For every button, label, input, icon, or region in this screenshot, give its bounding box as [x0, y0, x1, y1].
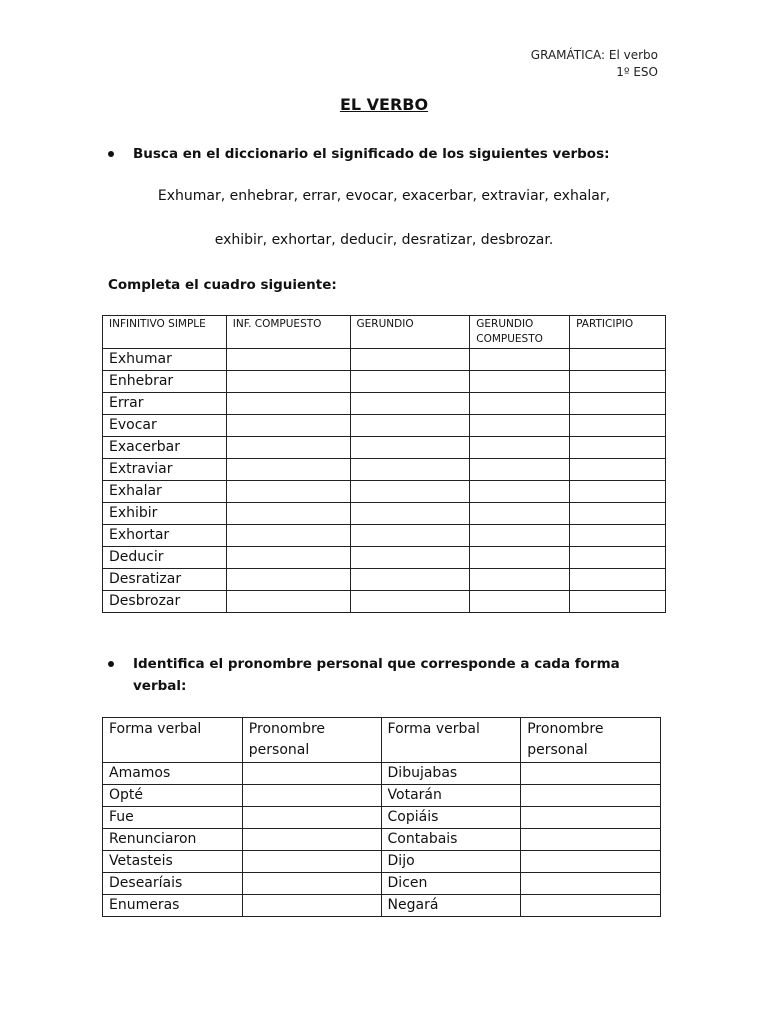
verb-form-cell: Opté	[103, 785, 243, 807]
bullet-icon	[108, 151, 114, 157]
table-row	[103, 785, 661, 807]
table-row	[103, 895, 661, 917]
answer-cell[interactable]	[570, 415, 666, 437]
verb-form-cell: Desearíais	[103, 873, 243, 895]
answer-cell[interactable]	[226, 393, 350, 415]
answer-cell[interactable]	[350, 591, 470, 613]
answer-cell[interactable]	[570, 371, 666, 393]
header-subject: GRAMÁTICA: El verbo	[530, 48, 658, 62]
verb-form-cell: Dibujabas	[381, 763, 521, 785]
table-row	[103, 459, 666, 481]
answer-cell[interactable]	[350, 349, 470, 371]
answer-cell[interactable]	[242, 829, 381, 851]
answer-cell[interactable]	[521, 829, 661, 851]
answer-cell[interactable]	[570, 525, 666, 547]
section3-instruction-line2: verbal:	[133, 678, 187, 694]
table-row	[103, 393, 666, 415]
answer-cell[interactable]	[470, 437, 570, 459]
table-header-row	[103, 316, 666, 349]
answer-cell[interactable]	[242, 873, 381, 895]
answer-cell[interactable]	[521, 895, 661, 917]
verb-form-cell: Contabais	[381, 829, 521, 851]
answer-cell[interactable]	[470, 415, 570, 437]
answer-cell[interactable]	[350, 437, 470, 459]
verbs-line-1: Exhumar, enhebrar, errar, evocar, exacerbar, extraviar, exhalar,	[157, 188, 611, 204]
answer-cell[interactable]	[226, 459, 350, 481]
answer-cell[interactable]	[350, 547, 470, 569]
verb-form-cell: Copiáis	[381, 807, 521, 829]
answer-cell[interactable]	[521, 807, 661, 829]
answer-cell[interactable]	[470, 459, 570, 481]
answer-cell[interactable]	[470, 393, 570, 415]
answer-cell[interactable]	[350, 371, 470, 393]
table-row	[103, 591, 666, 613]
verb-forms-table	[102, 315, 666, 613]
column-header: INFINITIVO SIMPLE	[103, 316, 227, 349]
answer-cell[interactable]	[242, 807, 381, 829]
answer-cell[interactable]	[521, 873, 661, 895]
table-row	[103, 569, 666, 591]
table-row	[103, 481, 666, 503]
answer-cell[interactable]	[226, 503, 350, 525]
answer-cell[interactable]	[470, 349, 570, 371]
verb-form-cell: Vetasteis	[103, 851, 243, 873]
column-header: Pronombre personal	[242, 718, 381, 763]
table-row	[103, 807, 661, 829]
answer-cell[interactable]	[226, 349, 350, 371]
bullet-icon	[108, 661, 114, 667]
verb-form-cell: Negará	[381, 895, 521, 917]
answer-cell[interactable]	[226, 437, 350, 459]
answer-cell[interactable]	[226, 371, 350, 393]
column-header: Forma verbal	[381, 718, 521, 763]
answer-cell[interactable]	[350, 393, 470, 415]
verb-cell: Exhumar	[103, 349, 227, 371]
answer-cell[interactable]	[226, 547, 350, 569]
verb-cell: Enhebrar	[103, 371, 227, 393]
verb-cell: Exhortar	[103, 525, 227, 547]
verb-cell: Desratizar	[103, 569, 227, 591]
answer-cell[interactable]	[470, 569, 570, 591]
answer-cell[interactable]	[470, 547, 570, 569]
answer-cell[interactable]	[226, 591, 350, 613]
answer-cell[interactable]	[242, 895, 381, 917]
answer-cell[interactable]	[570, 569, 666, 591]
verb-form-cell: Votarán	[381, 785, 521, 807]
answer-cell[interactable]	[350, 503, 470, 525]
answer-cell[interactable]	[242, 785, 381, 807]
column-header: INF. COMPUESTO	[226, 316, 350, 349]
pronoun-table	[102, 717, 661, 917]
answer-cell[interactable]	[350, 415, 470, 437]
table-row	[103, 873, 661, 895]
answer-cell[interactable]	[350, 459, 470, 481]
answer-cell[interactable]	[570, 349, 666, 371]
answer-cell[interactable]	[570, 591, 666, 613]
verb-cell: Desbrozar	[103, 591, 227, 613]
answer-cell[interactable]	[470, 591, 570, 613]
verb-cell: Extraviar	[103, 459, 227, 481]
verb-cell: Exhibir	[103, 503, 227, 525]
column-header: GERUNDIO COMPUESTO	[470, 316, 570, 349]
answer-cell[interactable]	[521, 785, 661, 807]
answer-cell[interactable]	[350, 569, 470, 591]
answer-cell[interactable]	[521, 763, 661, 785]
answer-cell[interactable]	[570, 481, 666, 503]
answer-cell[interactable]	[521, 851, 661, 873]
verb-cell: Exhalar	[103, 481, 227, 503]
answer-cell[interactable]	[570, 437, 666, 459]
answer-cell[interactable]	[470, 525, 570, 547]
column-header: GERUNDIO	[350, 316, 470, 349]
answer-cell[interactable]	[226, 525, 350, 547]
answer-cell[interactable]	[226, 481, 350, 503]
answer-cell[interactable]	[242, 763, 381, 785]
verb-cell: Errar	[103, 393, 227, 415]
verb-form-cell: Dijo	[381, 851, 521, 873]
table-row	[103, 437, 666, 459]
document-header	[531, 47, 658, 81]
section2-instruction: Completa el cuadro siguiente:	[108, 277, 337, 293]
answer-cell[interactable]	[242, 851, 381, 873]
answer-cell[interactable]	[226, 569, 350, 591]
answer-cell[interactable]	[226, 415, 350, 437]
table-row	[103, 829, 661, 851]
column-header: Pronombre personal	[521, 718, 661, 763]
page-title: EL VERBO	[339, 95, 429, 114]
answer-cell[interactable]	[570, 547, 666, 569]
answer-cell[interactable]	[470, 503, 570, 525]
verb-form-cell: Dicen	[381, 873, 521, 895]
verb-cell: Exacerbar	[103, 437, 227, 459]
verb-cell: Deducir	[103, 547, 227, 569]
answer-cell[interactable]	[570, 503, 666, 525]
answer-cell[interactable]	[350, 481, 470, 503]
table-row	[103, 547, 666, 569]
table-row	[103, 851, 661, 873]
header-level: 1º ESO	[616, 65, 658, 79]
verb-cell: Evocar	[103, 415, 227, 437]
column-header: PARTICIPIO	[570, 316, 666, 349]
verb-form-cell: Renunciaron	[103, 829, 243, 851]
answer-cell[interactable]	[350, 525, 470, 547]
verb-form-cell: Enumeras	[103, 895, 243, 917]
answer-cell[interactable]	[470, 481, 570, 503]
table-row	[103, 415, 666, 437]
section1-instruction: Busca en el diccionario el significado de los siguientes verbos:	[133, 146, 610, 162]
table-row	[103, 349, 666, 371]
answer-cell[interactable]	[570, 393, 666, 415]
table-row	[103, 503, 666, 525]
column-header: Forma verbal	[103, 718, 243, 763]
table-header-row	[103, 718, 661, 763]
answer-cell[interactable]	[570, 459, 666, 481]
verbs-line-2: exhibir, exhortar, deducir, desratizar, desbrozar.	[214, 232, 554, 248]
table-row	[103, 371, 666, 393]
section3-instruction-line1: Identifica el pronombre personal que corresponde a cada forma	[133, 656, 620, 672]
table-row	[103, 763, 661, 785]
verb-form-cell: Amamos	[103, 763, 243, 785]
answer-cell[interactable]	[470, 371, 570, 393]
verb-form-cell: Fue	[103, 807, 243, 829]
table-row	[103, 525, 666, 547]
